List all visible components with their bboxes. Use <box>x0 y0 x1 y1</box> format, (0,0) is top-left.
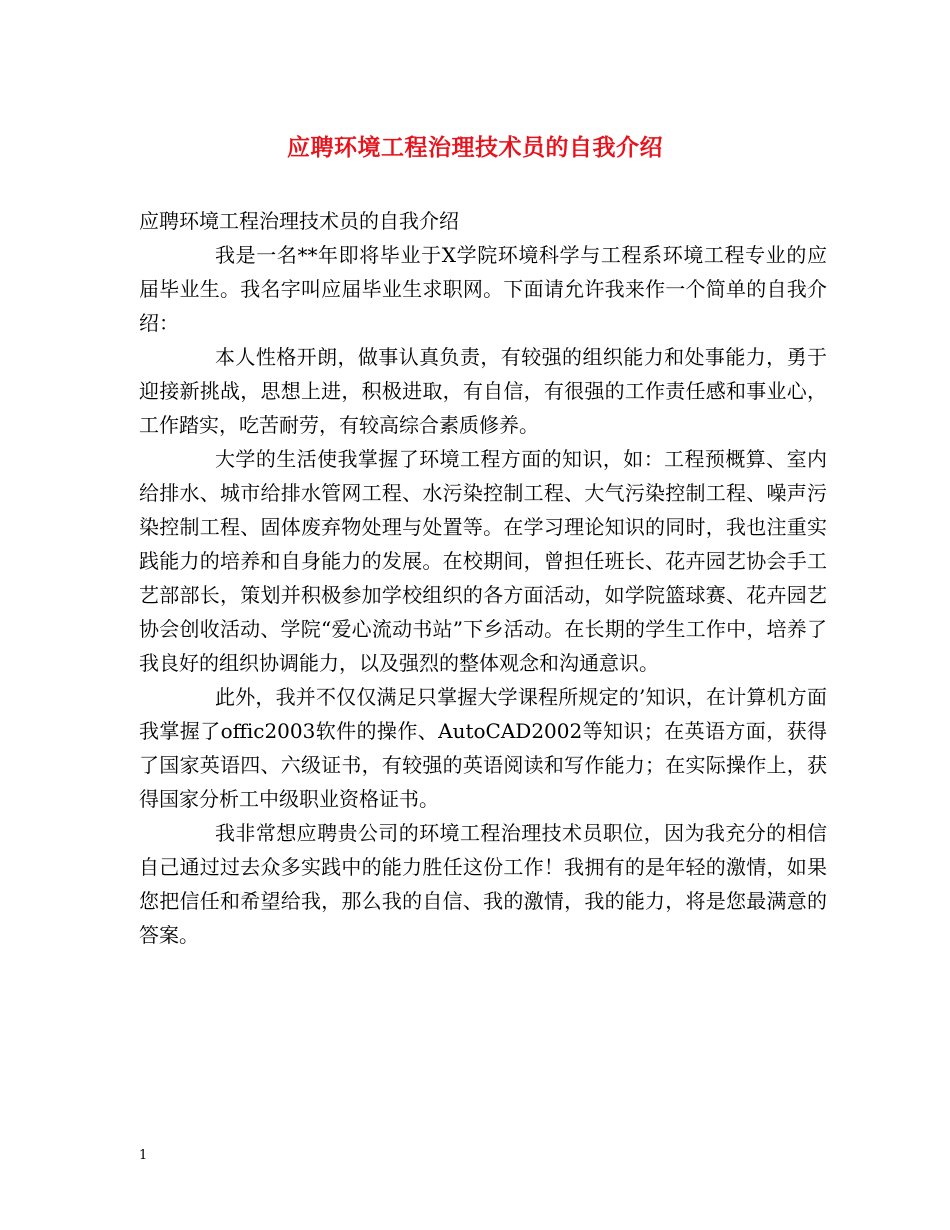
paragraph-skills: 此外，我并不仅仅满足只掌握大学课程所规定的’知识，在计算机方面我掌握了offic2003软件的操作、AutoCAD2002等知识；在英语方面，获得了国家英语四、六级证书，有较强的英语阅读和写作能力；在实际操作上，获得国家分析工中级职业资格证书。 <box>139 685 827 811</box>
document-subtitle: 应聘环境工程治理技术员的自我介绍 <box>139 209 459 233</box>
document-title: 应聘环境工程治理技术员的自我介绍 <box>287 134 663 161</box>
paragraph-introduction: 我是一名**年即将毕业于X学院环境科学与工程系环境工程专业的应届毕业生。我名字叫应届毕业生求职网。下面请允许我来作一个简单的自我介绍： <box>139 243 827 335</box>
page-number: 1 <box>139 1148 148 1163</box>
document-body <box>139 204 827 952</box>
paragraph-personality: 本人性格开朗，做事认真负责，有较强的组织能力和处事能力，勇于迎接新挑战，思想上进，积极进取，有自信，有很强的工作责任感和事业心，工作踏实，吃苦耐劳，有较高综合素质修养。 <box>139 345 827 437</box>
paragraph-closing: 我非常想应聘贵公司的环境工程治理技术员职位，因为我充分的相信自己通过过去众多实践中的能力胜任这份工作！我拥有的是年轻的激情，如果您把信任和希望给我，那么我的自信、我的激情，我的能力，将是您最满意的答案。 <box>139 821 827 947</box>
paragraph-education: 大学的生活使我掌握了环境工程方面的知识，如：工程预概算、室内给排水、城市给排水管网工程、水污染控制工程、大气污染控制工程、噪声污染控制工程、固体废弃物处理与处置等。在学习理论知识的同时，我也注重实践能力的培养和自身能力的发展。在校期间，曾担任班长、花卉园艺协会手工艺部部长，策划并积极参加学校组织的各方面活动，如学院篮球赛、花卉园艺协会创收活动、学院“爱心流动书站”下乡活动。在长期的学生工作中，培养了我良好的组织协调能力，以及强烈的整体观念和沟通意识。 <box>139 447 827 675</box>
